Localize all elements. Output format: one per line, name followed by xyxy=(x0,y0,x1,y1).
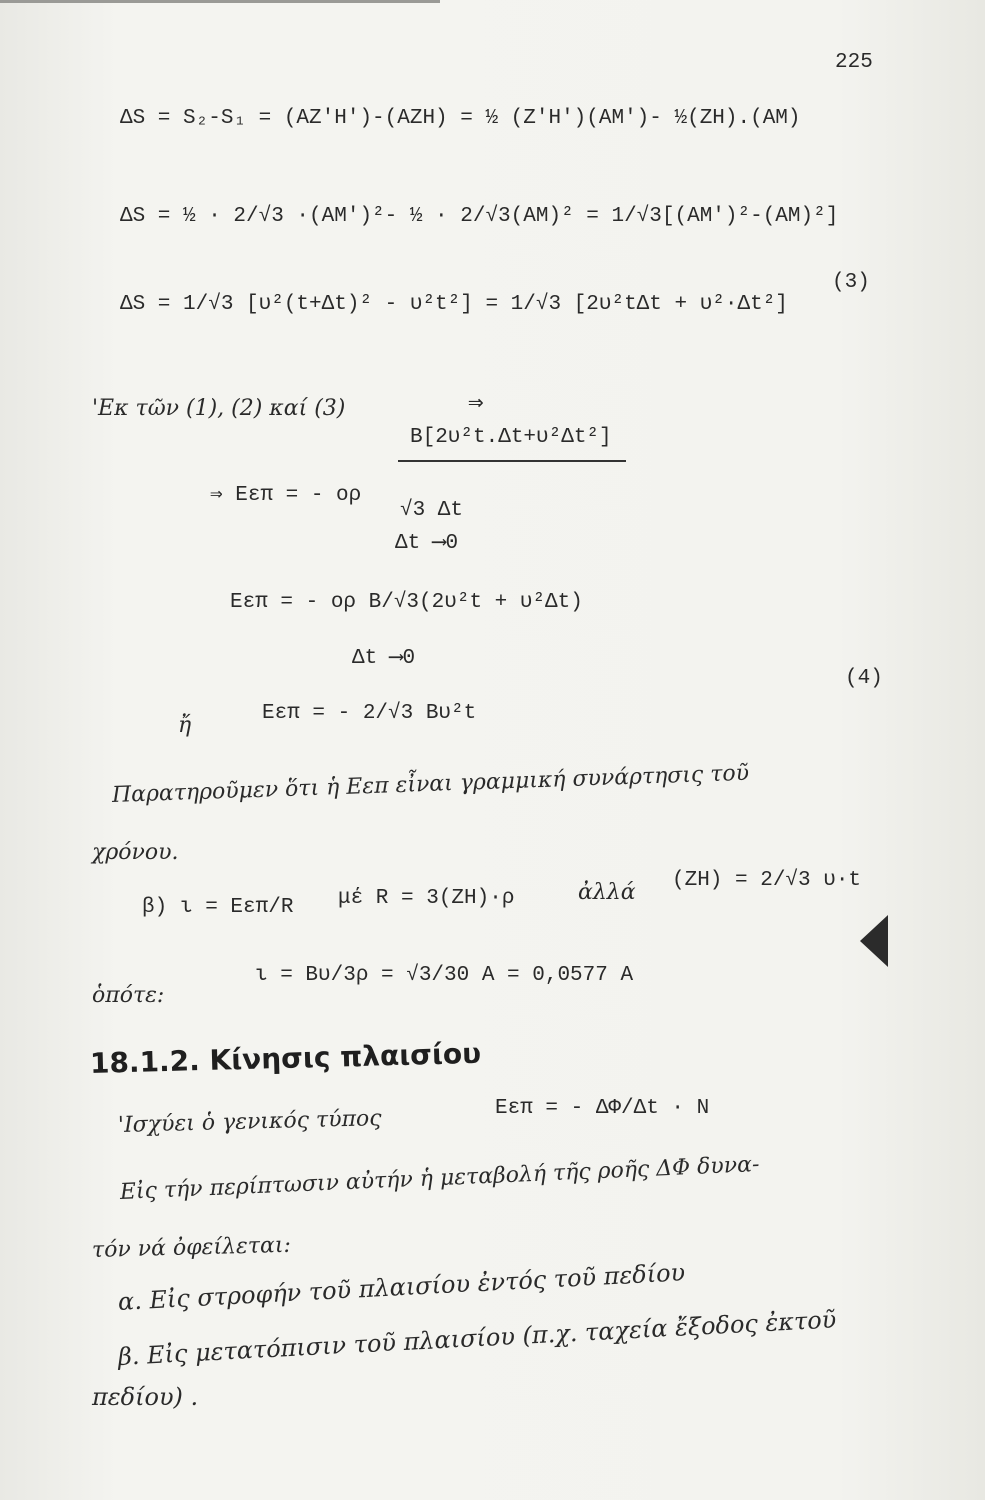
eep-fraction-bar xyxy=(398,460,626,462)
equation-label-3: (3) xyxy=(832,271,870,294)
eep-numerator: B[2υ²t.Δt+υ²Δt²] xyxy=(410,426,612,449)
item-b-line-1: β. Εἰς μετατόπισιν τοῦ πλαισίου (π.χ. ταχεία ἔξοδος ἐκτοῦ xyxy=(117,1305,837,1371)
general-formula-equation: Eεπ = - ΔΦ/Δt · N xyxy=(495,1097,710,1120)
zh-equation: (ZH) = 2/√3 υ·t xyxy=(672,869,862,892)
eep-denominator: √3 Δt xyxy=(400,499,464,522)
eep-lhs: ⇒ Eεπ = - ορ xyxy=(210,484,362,507)
eta-word: ἤ xyxy=(178,713,192,738)
eep-equation-2: Eεπ = - ορ B/√3(2υ²t + υ²Δt) xyxy=(230,591,583,614)
equation-delta-s-2: ΔS = ½ · 2/√3 ·(AM')²- ½ · 2/√3(AM)² = 1/√3[(AM')²-(AM)²] xyxy=(120,205,839,228)
equation-delta-s-1: ΔS = S₂-S₁ = (AZ'H')-(AZH) = ½ (Z'H')(AM')- ½(ZH).(AM) xyxy=(120,107,801,130)
equation-label-4: (4) xyxy=(845,667,883,690)
item-a: α. Εἰς στροφήν τοῦ πλαισίου ἐντός τοῦ πεδίου xyxy=(117,1258,686,1316)
iota-equation: ι = Eεπ/R xyxy=(180,896,294,919)
me-text: μέ R = 3(ZH)·ρ xyxy=(338,887,515,910)
from-equations-text: 'Εκ τῶν (1), (2) καί (3) xyxy=(92,396,346,421)
result-equation: ι = Bυ/3ρ = √3/30 A = 0,0577 A xyxy=(255,964,634,987)
general-formula-text: 'Ισχύει ὁ γενικός τύπος xyxy=(117,1106,382,1138)
limit-1: Δt ⟶0 xyxy=(395,532,459,555)
item-b-line-2: πεδίου) . xyxy=(92,1383,199,1411)
page-number: 225 xyxy=(835,51,873,74)
eep-equation-3: Eεπ = - 2/√3 Bυ²t xyxy=(262,702,477,725)
implies-arrow: ⇒ xyxy=(468,388,484,418)
equation-delta-s-3: ΔS = 1/√3 [υ²(t+Δt)² - υ²t²] = 1/√3 [2υ²tΔt + υ²·Δt²] xyxy=(120,293,788,316)
case-text-line-1: Εἰς τήν περίπτωσιν αὐτήν ἡ μεταβολή τῆς ροῆς ΔΦ δυνα- xyxy=(119,1152,760,1205)
case-text-line-2: τόν νά ὀφείλεται: xyxy=(91,1232,292,1263)
section-heading: 18.1.2. Κίνησις πλαισίου xyxy=(89,1036,482,1080)
page-turn-marker-icon xyxy=(860,915,888,967)
limit-2: Δt ⟶0 xyxy=(352,647,416,670)
time-text: χρόνου. xyxy=(92,840,179,865)
opote-text: ὁπότε: xyxy=(92,983,165,1008)
alla-text: ἀλλά xyxy=(578,880,636,905)
page-top-edge xyxy=(0,0,440,3)
beta-label: β) xyxy=(142,896,168,919)
observation-text: Παρατηροῦμεν ὅτι ἡ Eεπ εἶναι γραμμική συνάρτησις τοῦ xyxy=(111,760,750,808)
